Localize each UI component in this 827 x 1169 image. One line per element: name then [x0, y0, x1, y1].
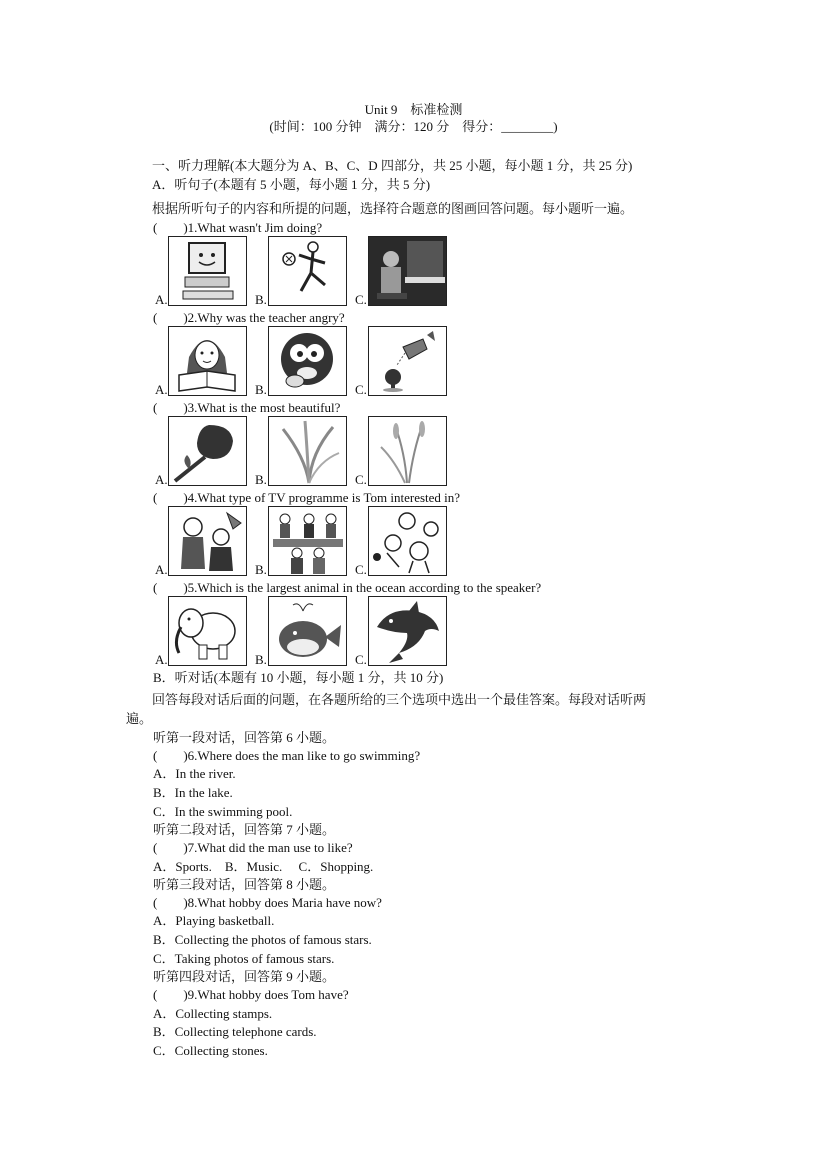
- cartoon-animals-icon: [368, 506, 447, 576]
- answer-option: C．Collecting stones.: [153, 1043, 268, 1058]
- option-label-b: B.: [255, 382, 267, 397]
- watering-plant-icon: [368, 326, 447, 396]
- soccer-player-icon: [268, 236, 347, 306]
- option-label-b: B.: [255, 472, 267, 487]
- page-title: Unit 9 标准检测: [364, 102, 463, 117]
- computer-icon: [168, 236, 247, 306]
- option-label-b: B.: [255, 652, 267, 667]
- girl-reading-icon: [168, 326, 247, 396]
- dialogue-intro: 听第二段对话，回答第 7 小题。: [153, 822, 336, 837]
- option-label-c: C.: [355, 382, 367, 397]
- option-label-c: C.: [355, 472, 367, 487]
- section-heading: 一、听力理解(本大题分为 A、B、C、D 四部分，共 25 小题，每小题 1 分，共 25 分): [152, 158, 633, 173]
- news-scene-icon: [268, 506, 347, 576]
- option-label-c: C.: [355, 562, 367, 577]
- part-b-heading: B．听对话(本题有 10 小题，每小题 1 分，共 10 分): [153, 670, 444, 685]
- answer-option: A．Collecting stamps.: [153, 1006, 273, 1021]
- grass-icon: [268, 416, 347, 486]
- option-label-c: C.: [355, 652, 367, 667]
- option-label-c: C.: [355, 292, 367, 307]
- option-label-a: A.: [155, 382, 168, 397]
- question-4: ( )4.What type of TV programme is Tom interested in?: [153, 490, 461, 505]
- dialogue-intro: 听第三段对话，回答第 8 小题。: [153, 877, 336, 892]
- question-6: ( )6.Where does the man like to go swimming?: [153, 748, 421, 763]
- question-1: ( )1.What wasn't Jim doing?: [153, 220, 323, 235]
- page-subtitle: (时间：100 分钟 满分：120 分 得分：________): [269, 119, 558, 134]
- option-label-a: A.: [155, 292, 168, 307]
- answer-option: B．Collecting telephone cards.: [153, 1024, 317, 1039]
- option-label-b: B.: [255, 562, 267, 577]
- option-label-a: A.: [155, 562, 168, 577]
- elephant-icon: [168, 596, 247, 666]
- part-a-instruction: 根据所听句子的内容和所提的问题，选择符合题意的图画回答问题。每小题听一遍。: [152, 201, 634, 216]
- answer-option: A．Playing basketball.: [153, 913, 275, 928]
- piano-player-icon: [368, 236, 447, 306]
- question-7: ( )7.What did the man use to like?: [153, 840, 353, 855]
- dialogue-intro: 听第四段对话，回答第 9 小题。: [153, 969, 336, 984]
- option-label-a: A.: [155, 652, 168, 667]
- answer-options: A．Sports. B．Music. C．Shopping.: [153, 859, 374, 874]
- dolphin-icon: [368, 596, 447, 666]
- rose-icon: [168, 416, 247, 486]
- answer-option: B．Collecting the photos of famous stars.: [153, 932, 372, 947]
- part-b-instruction-wrap: 遍。: [126, 711, 153, 726]
- comedy-scene-icon: [168, 506, 247, 576]
- part-a-heading: A．听句子(本题有 5 小题，每小题 1 分，共 5 分): [152, 177, 431, 192]
- option-label-a: A.: [155, 472, 168, 487]
- dialogue-intro: 听第一段对话，回答第 6 小题。: [153, 730, 336, 745]
- answer-option: C．Taking photos of famous stars.: [153, 951, 335, 966]
- option-label-b: B.: [255, 292, 267, 307]
- part-b-instruction: 回答每段对话后面的问题，在各题所给的三个选项中选出一个最佳答案。每段对话听两: [152, 692, 647, 707]
- crying-face-icon: [268, 326, 347, 396]
- question-3: ( )3.What is the most beautiful?: [153, 400, 341, 415]
- whale-icon: [268, 596, 347, 666]
- answer-option: B．In the lake.: [153, 785, 233, 800]
- wheat-icon: [368, 416, 447, 486]
- question-8: ( )8.What hobby does Maria have now?: [153, 895, 382, 910]
- question-2: ( )2.Why was the teacher angry?: [153, 310, 345, 325]
- question-9: ( )9.What hobby does Tom have?: [153, 987, 349, 1002]
- answer-option: A．In the river.: [153, 766, 236, 781]
- question-5: ( )5.Which is the largest animal in the ocean according to the speaker?: [153, 580, 542, 595]
- answer-option: C．In the swimming pool.: [153, 804, 293, 819]
